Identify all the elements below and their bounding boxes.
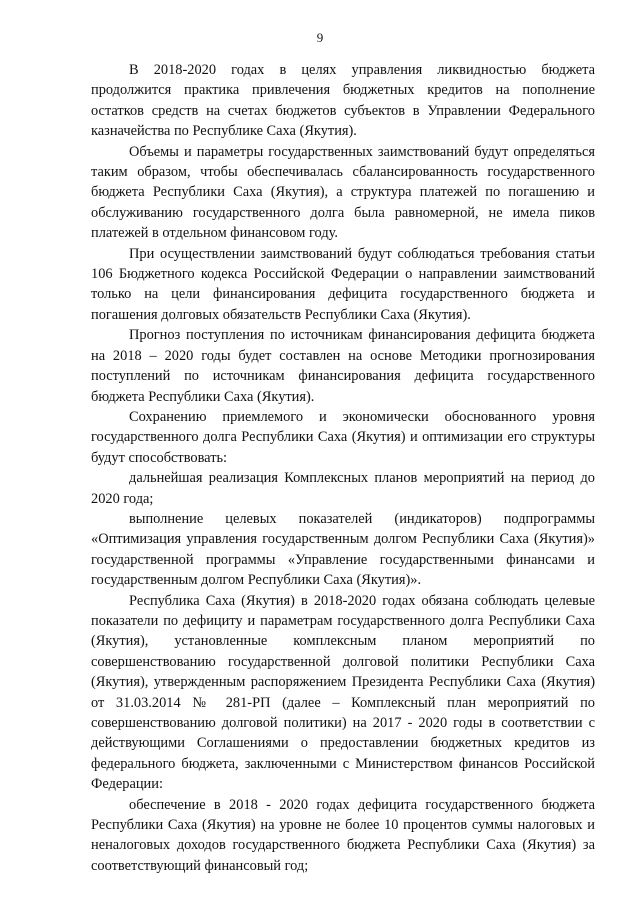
page-number: 9	[316, 30, 324, 45]
list-item-action-plans: дальнейшая реализация Комплексных планов мероприятий на период до 2020 года;	[91, 470, 595, 507]
paragraph-borrowing-volumes: Объемы и параметры государственных заимствований будут определяться таким образом, чтобы обеспечивалась сбалансированность государственного бюджета Республики Саха (Якутия), а структура платежей по погашению и обслуживанию государственного долга была равномерной, не имела пиков платежей в отдельном финансовом году.	[91, 143, 595, 242]
paragraph-debt-level: Сохранению приемлемого и экономически обоснованного уровня государственного долга Республики Саха (Якутия) и оптимизации его структуры будут способствовать:	[91, 408, 595, 466]
list-item-target-indicators: выполнение целевых показателей (индикаторов) подпрограммы «Оптимизация управления государственным долгом Республики Саха (Якутия)» государственной программы «Управление государственными финансами и государственным долгом Республики Саха (Якутия)».	[91, 510, 595, 589]
document-body	[91, 60, 595, 876]
paragraph-budget-code-requirements: При осуществлении заимствований будут соблюдаться требования статьи 106 Бюджетного кодекса Российской Федерации о направлении заимствований только на цели финансирования дефицита государственного бюджета и погашения долговых обязательств Республики Саха (Якутия).	[91, 245, 595, 323]
paragraph-deficit-forecast: Прогноз поступления по источникам финансирования дефицита бюджета на 2018 – 2020 годы будет составлен на основе Методики прогнозирования поступлений по источникам финансирования дефицита государственного бюджета Республики Саха (Якутия).	[91, 327, 595, 405]
list-item-deficit-limit: обеспечение в 2018 - 2020 годах дефицита государственного бюджета Республики Саха (Якутия) на уровне не более 10 процентов суммы налоговых и неналоговых доходов государственного бюджета Республики Саха (Якутия) за соответствующий финансовый год;	[91, 796, 595, 874]
paragraph-liquidity: В 2018-2020 годах в целях управления ликвидностью бюджета продолжится практика привлечения бюджетных кредитов на пополнение остатков средств на счетах бюджетов субъектов в Управлении Федерального казначейства по Республике Саха (Якутия).	[91, 62, 595, 140]
paragraph-obligations: Республика Саха (Якутия) в 2018-2020 годах обязана соблюдать целевые показатели по дефициту и параметрам государственного долга Республики Саха (Якутия), установленные комплексным планом мероприятий по совершенствованию государственной долговой политики Республики Саха (Якутия), утвержденным распоряжением Президента Республики Саха (Якутия) от 31.03.2014 № 281-РП (далее – Комплексный план мероприятий по совершенствованию долговой политики) на 2017 - 2020 годы в соответствии с действующими Соглашениями о предоставлении бюджетных кредитов из федерального бюджета, заключенными с Министерством финансов Российской Федерации:	[91, 592, 595, 793]
